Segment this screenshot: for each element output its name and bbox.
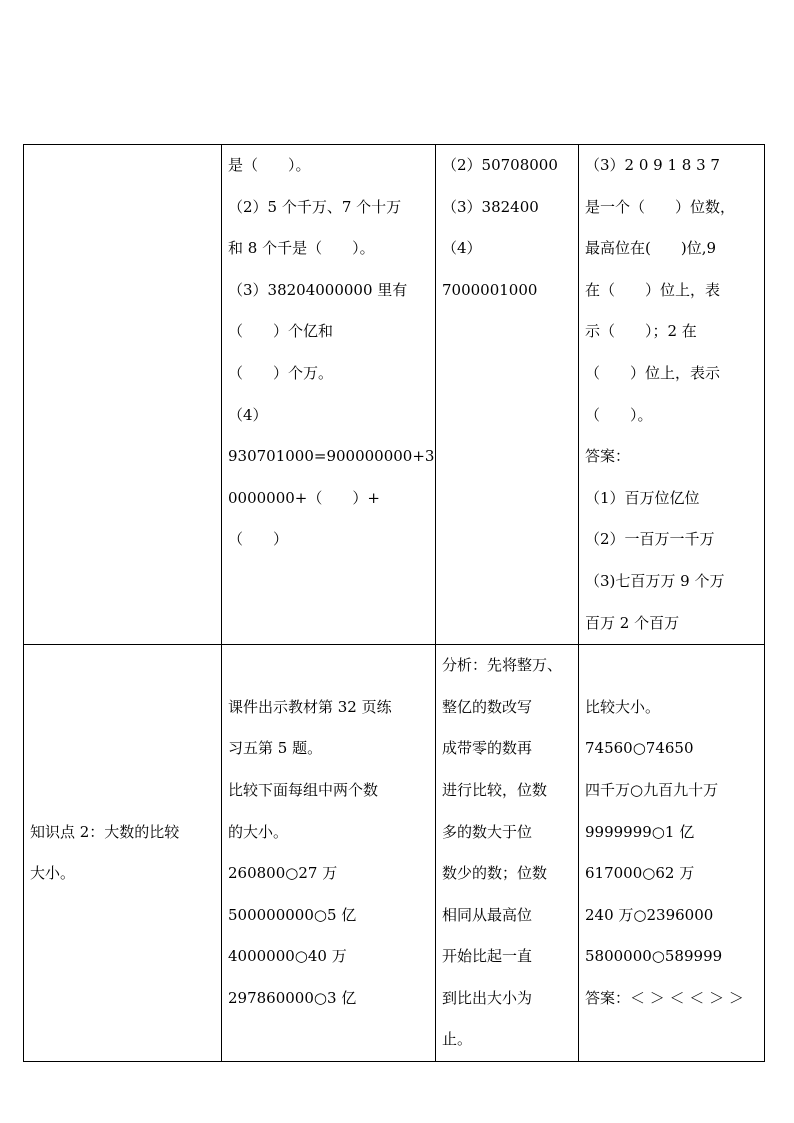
text-line: 9999999○1 亿 — [585, 822, 695, 841]
row2-content-cell — [222, 645, 436, 1062]
text-line: （4） — [228, 405, 268, 424]
text-line: （ ）个万。 — [228, 363, 334, 382]
text-line: 开始比起一直 — [442, 947, 533, 966]
text-line: （3）382400 — [442, 197, 539, 216]
lesson-table — [23, 144, 765, 1062]
text-line: 比较下面每组中两个数 — [228, 780, 379, 799]
text-line: 到比出大小为 — [442, 988, 533, 1007]
text-line: 617000○62 万 — [585, 864, 695, 883]
table-row — [24, 145, 765, 645]
row1-topic-cell — [24, 145, 222, 645]
text-line: 的大小。 — [228, 822, 289, 841]
text-line: 大小。 — [30, 864, 76, 883]
text-line: 示（ ）；2 在 — [585, 322, 697, 341]
text-line: 四千万○九百九十万 — [585, 780, 719, 799]
row2-analysis-cell — [436, 645, 579, 1062]
text-line: 答案： — [585, 447, 631, 466]
text-line: （3）2 0 9 1 8 3 7 — [585, 156, 720, 174]
text-line: 930701000=900000000+3 — [228, 447, 435, 466]
text-line: 相同从最高位 — [442, 905, 533, 924]
text-line: （ ）位上，表示 — [585, 363, 721, 382]
text-line: 260800○27 万 — [228, 864, 338, 883]
text-line: 进行比较，位数 — [442, 780, 548, 799]
text-line: 数少的数；位数 — [442, 864, 548, 883]
text-line: 是一个（ ）位数， — [585, 197, 736, 216]
text-line: 在（ ）位上，表 — [585, 280, 721, 299]
text-line: （1）百万位亿位 — [585, 488, 700, 507]
table-row — [24, 645, 765, 1062]
row1-content-cell — [222, 145, 436, 645]
text-line: （3)七百万万 9 个万 — [585, 571, 725, 590]
row1-answer-cell — [436, 145, 579, 645]
text-line: 5800000○589999 — [585, 947, 723, 966]
text-line: 7000001000 — [442, 280, 538, 299]
text-line: （2）一百万一千万 — [585, 530, 715, 549]
text-line: 百万 2 个百万 — [585, 613, 680, 632]
text-line: （ ）。 — [585, 405, 653, 424]
text-line: 答案：＜ ＞ ＜ ＜ ＞ ＞ — [585, 988, 744, 1007]
text-line: 课件出示教材第 32 页练 — [228, 697, 392, 716]
text-line: 知识点 2：大数的比较 — [30, 822, 180, 841]
text-line: 是（ ）。 — [228, 156, 311, 174]
text-line: 比较大小。 — [585, 697, 661, 716]
row1-exercise-cell — [579, 145, 765, 645]
text-line: 240 万○2396000 — [585, 905, 714, 924]
text-line: （ ）个亿和 — [228, 322, 334, 341]
text-line: （3）38204000000 里有 — [228, 280, 408, 299]
text-line: （ ） — [228, 530, 289, 549]
text-line: 74560○74650 — [585, 739, 694, 758]
text-line: 止。 — [442, 1030, 473, 1049]
row2-exercise-cell — [579, 645, 765, 1062]
text-line: （2）5 个千万、7 个十万 — [228, 197, 402, 216]
text-line: 4000000○40 万 — [228, 947, 347, 966]
text-line: 习五第 5 题。 — [228, 739, 323, 758]
row2-topic-cell — [24, 645, 222, 1062]
text-line: 最高位在( )位,9 — [585, 239, 717, 258]
text-line: （2）50708000 — [442, 156, 558, 174]
text-line: 500000000○5 亿 — [228, 905, 357, 924]
text-line: （4） — [442, 239, 482, 258]
text-line: 0000000+（ ）+ — [228, 488, 380, 507]
text-line: 成带零的数再 — [442, 739, 533, 758]
text-line: 整亿的数改写 — [442, 697, 533, 716]
text-line: 297860000○3 亿 — [228, 988, 357, 1007]
text-line: 分析：先将整万、 — [442, 656, 563, 675]
text-line: 多的数大于位 — [442, 822, 533, 841]
text-line: 和 8 个千是（ ）。 — [228, 239, 375, 258]
